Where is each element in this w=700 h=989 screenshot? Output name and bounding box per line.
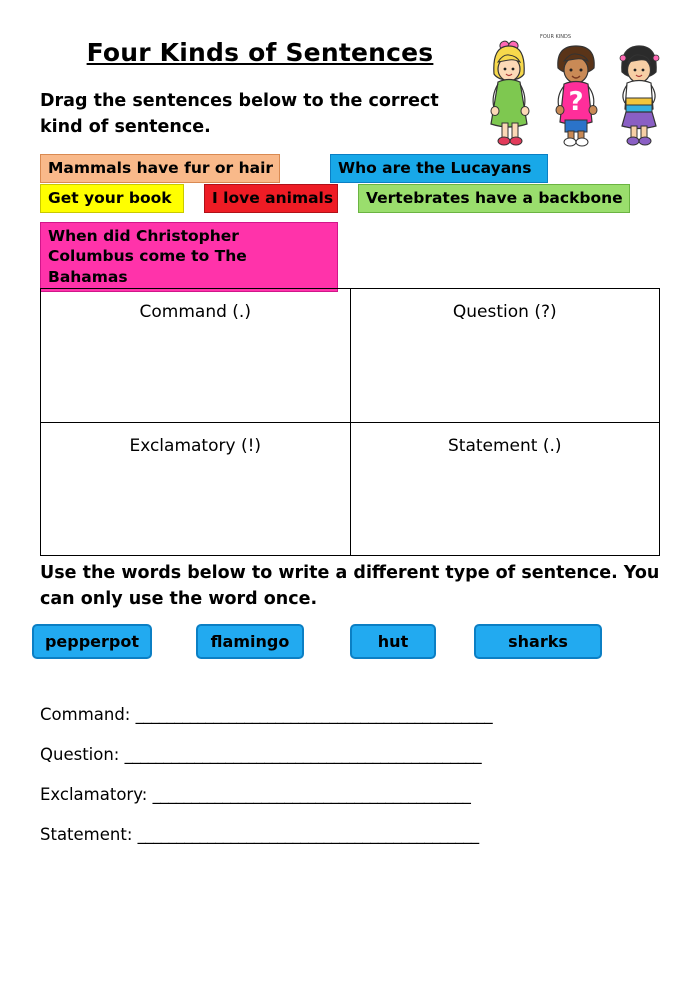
drop-zone-exclamatory[interactable]: Exclamatory (!)	[41, 422, 351, 556]
word-chip-flamingo[interactable]: flamingo	[196, 624, 304, 659]
sentence-chip-get-your-book[interactable]: Get your book	[40, 184, 184, 213]
sentence-chip-columbus[interactable]: When did Christopher Columbus come to The Bahamas	[40, 222, 338, 292]
word-chip-sharks[interactable]: sharks	[474, 624, 602, 659]
page-title: Four Kinds of Sentences	[86, 38, 434, 67]
word-chip-hut[interactable]: hut	[350, 624, 436, 659]
table-row	[41, 289, 660, 423]
answer-line-question[interactable]	[40, 745, 481, 764]
answer-label-question: Question:	[40, 745, 120, 764]
svg-text:FOUR KINDS: FOUR KINDS	[540, 34, 572, 40]
instruction-drag-sentences: Drag the sentences below to the correct kind of sentence.	[40, 91, 439, 138]
sentence-chip-vertebrates[interactable]: Vertebrates have a backbone	[358, 184, 630, 213]
word-chip-pepperpot[interactable]: pepperpot	[32, 624, 152, 659]
answer-label-statement: Statement:	[40, 825, 133, 844]
answer-line-command[interactable]	[40, 705, 492, 724]
answer-label-exclamatory: Exclamatory:	[40, 785, 148, 804]
answer-line-exclamatory[interactable]	[40, 785, 470, 804]
sentence-sort-table	[40, 288, 660, 556]
answer-line-statement[interactable]	[40, 825, 479, 844]
sentence-chip-i-love-animals[interactable]: I love animals	[204, 184, 338, 213]
table-row	[41, 422, 660, 556]
answer-rule-command: ______________________________________________	[135, 705, 493, 724]
answer-rule-exclamatory: _________________________________________	[152, 785, 471, 804]
answer-rule-statement: ____________________________________________	[137, 825, 479, 844]
drop-zone-statement[interactable]: Statement (.)	[350, 422, 660, 556]
sentence-chip-lucayans[interactable]: Who are the Lucayans	[330, 154, 548, 183]
answer-label-command: Command:	[40, 705, 131, 724]
three-children-illustration	[480, 28, 672, 150]
sentence-chip-mammals[interactable]: Mammals have fur or hair	[40, 154, 280, 183]
drop-zone-command[interactable]: Command (.)	[41, 289, 351, 423]
svg-text:?: ?	[568, 87, 584, 117]
instruction-write-sentences: Use the words below to write a different type of sentence. You can only use the word once.	[40, 563, 660, 609]
drop-zone-question[interactable]: Question (?)	[350, 289, 660, 423]
answer-rule-question: ______________________________________________	[124, 745, 482, 764]
